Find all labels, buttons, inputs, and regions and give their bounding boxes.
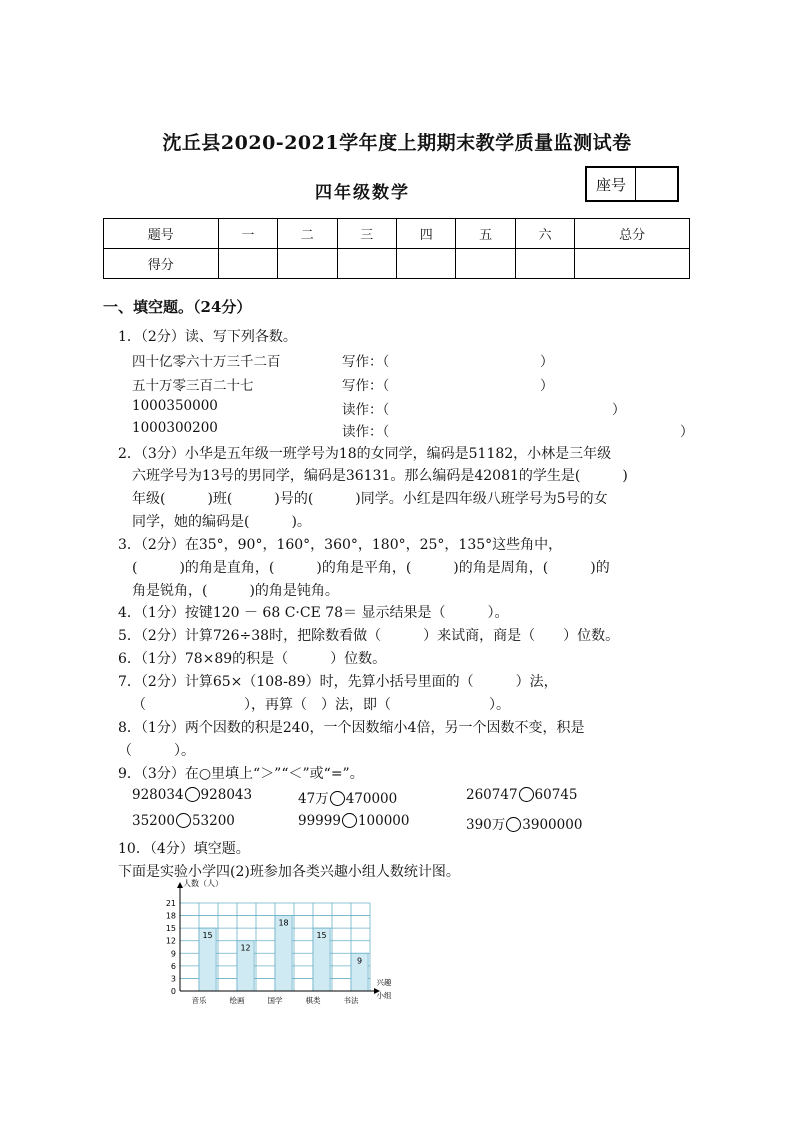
question-10-description: 下面是实验小学四(2)班参加各类兴趣小组人数统计图。 [118,864,460,880]
x-tick-label: 书法 [343,996,359,1005]
question-7-line-2: （ ），再算（ ）法，即（ ）。 [132,697,510,713]
score-row-label: 得分 [104,249,219,279]
q1-answer-close-3: ） [612,402,626,418]
q1-answer-label-3: 读作：（ [342,402,390,418]
score-header-cell: 五 [456,219,515,249]
question-8-line-2: （ ）。 [118,743,195,759]
bar-value-label: 15 [316,931,327,941]
score-cell[interactable] [456,249,515,279]
interest-group-bar-chart [160,876,395,1006]
y-tick-label: 0 [170,987,176,996]
question-7-line-1: 7．（2分）计算65×（108-89）时，先算小括号里面的（ ）法， [118,674,558,690]
score-header-cell: 二 [278,219,337,249]
x-tick-label: 棋类 [305,996,321,1005]
y-tick-label: 15 [165,924,176,934]
score-header-cell: 一 [218,219,277,249]
y-tick-label: 3 [170,974,176,984]
question-2-line-4: 同学，她的编码是( )。 [132,514,311,530]
bar-value-label: 12 [240,943,251,953]
question-9: 9．（3分）在○里填上“＞”“＜”或“=”。 [118,766,364,782]
q1-number-4: 1000300200 [132,420,218,436]
bar-value-label: 18 [278,918,289,928]
score-cell[interactable] [278,249,337,279]
y-tick-label: 6 [170,961,176,971]
question-3-line-2: ( )的角是直角，( )的角是平角，( )的角是周角，( )的 [132,560,610,576]
question-2-line-2: 六班学号为13号的男同学，编码是36131。那么编码是42081的学生是( ) [132,468,628,484]
question-1: 1．（2分）读、写下列各数。 [118,329,297,345]
score-header-cell: 三 [337,219,396,249]
score-cell[interactable] [575,249,690,279]
question-6: 6．（1分）78×89的积是（ ）位数。 [118,651,387,667]
question-8-line-1: 8．（1分）两个因数的积是240，一个因数缩小4倍，另一个因数不变，积是 [118,720,585,736]
x-axis-title: 小组 [376,991,392,1000]
compare-circle[interactable] [342,813,357,828]
compare-item: 99999 100000 [298,813,410,829]
exam-subtitle: 四年级数学 [315,183,410,203]
q1-answer-close-4: ） [680,424,694,440]
question-3-line-1: 3．（2分）在35°，90°，160°，360°，180°，25°，135°这些角中， [118,537,563,553]
compare-item: 260747 60745 [466,787,578,803]
score-table-score-row [104,249,690,279]
y-axis-title: 人数（人） [183,879,223,888]
seat-number-box [585,166,679,202]
y-tick-label: 12 [165,936,176,946]
question-3-line-3: 角是锐角，( )的角是钝角。 [132,583,339,599]
q1-number-2: 五十万零三百二十七 [132,378,254,394]
bar-value-label: 15 [202,931,213,941]
compare-item: 47万 470000 [298,791,398,807]
score-header-cell: 总分 [575,219,690,249]
x-tick-label: 绘画 [229,996,245,1005]
score-cell[interactable] [218,249,277,279]
bar-value-label: 9 [357,956,363,966]
score-header-cell: 题号 [104,219,219,249]
q1-answer-close-2: ） [540,378,554,394]
section-title: 一、填空题。（24分） [103,298,252,316]
compare-circle[interactable] [176,813,191,828]
x-axis-title: 兴趣 [376,978,392,987]
y-tick-label: 9 [170,949,176,959]
question-5: 5．（2分）计算726÷38时，把除数看做（ ）来试商，商是（ ）位数。 [118,628,620,644]
q1-answer-label-1: 写作：（ [342,354,390,370]
compare-item: 928034 928043 [132,787,253,803]
q1-answer-label-4: 读作：（ [342,424,390,440]
score-cell[interactable] [396,249,455,279]
score-header-cell: 四 [396,219,455,249]
compare-circle[interactable] [330,791,345,806]
seat-number-field[interactable] [636,168,677,200]
x-tick-label: 国学 [267,996,283,1005]
question-4: 4．（1分）按键120 － 68 C·CE 78＝ 显示结果是（ ）。 [118,605,509,621]
compare-item: 35200 53200 [132,813,235,829]
x-tick-label: 音乐 [191,996,207,1005]
q1-answer-close-1: ） [540,354,554,370]
score-table-header-row [104,219,690,249]
q1-number-3: 1000350000 [132,398,218,414]
compare-circle[interactable] [506,817,521,832]
compare-item: 390万 3900000 [466,817,583,833]
compare-circle[interactable] [519,787,534,802]
question-10: 10．（4分）填空题。 [118,841,250,857]
compare-circle[interactable] [185,787,200,802]
exam-title: 沈丘县2020-2021学年度上期期末教学质量监测试卷 [162,132,632,154]
q1-number-1: 四十亿零六十万三千二百 [132,354,281,370]
q1-answer-label-2: 写作：（ [342,378,390,394]
score-cell[interactable] [515,249,574,279]
y-tick-label: 18 [165,911,176,921]
score-table [103,218,690,279]
y-tick-label: 21 [165,899,176,908]
question-2-line-1: 2．（3分）小华是五年级一班学号为18的女同学，编码是51182，小林是三年级 [118,446,612,462]
seat-number-label: 座号 [587,168,636,200]
score-cell[interactable] [337,249,396,279]
question-2-line-3: 年级( )班( )号的( )同学。小红是四年级八班学号为5号的女 [132,491,608,507]
score-header-cell: 六 [515,219,574,249]
